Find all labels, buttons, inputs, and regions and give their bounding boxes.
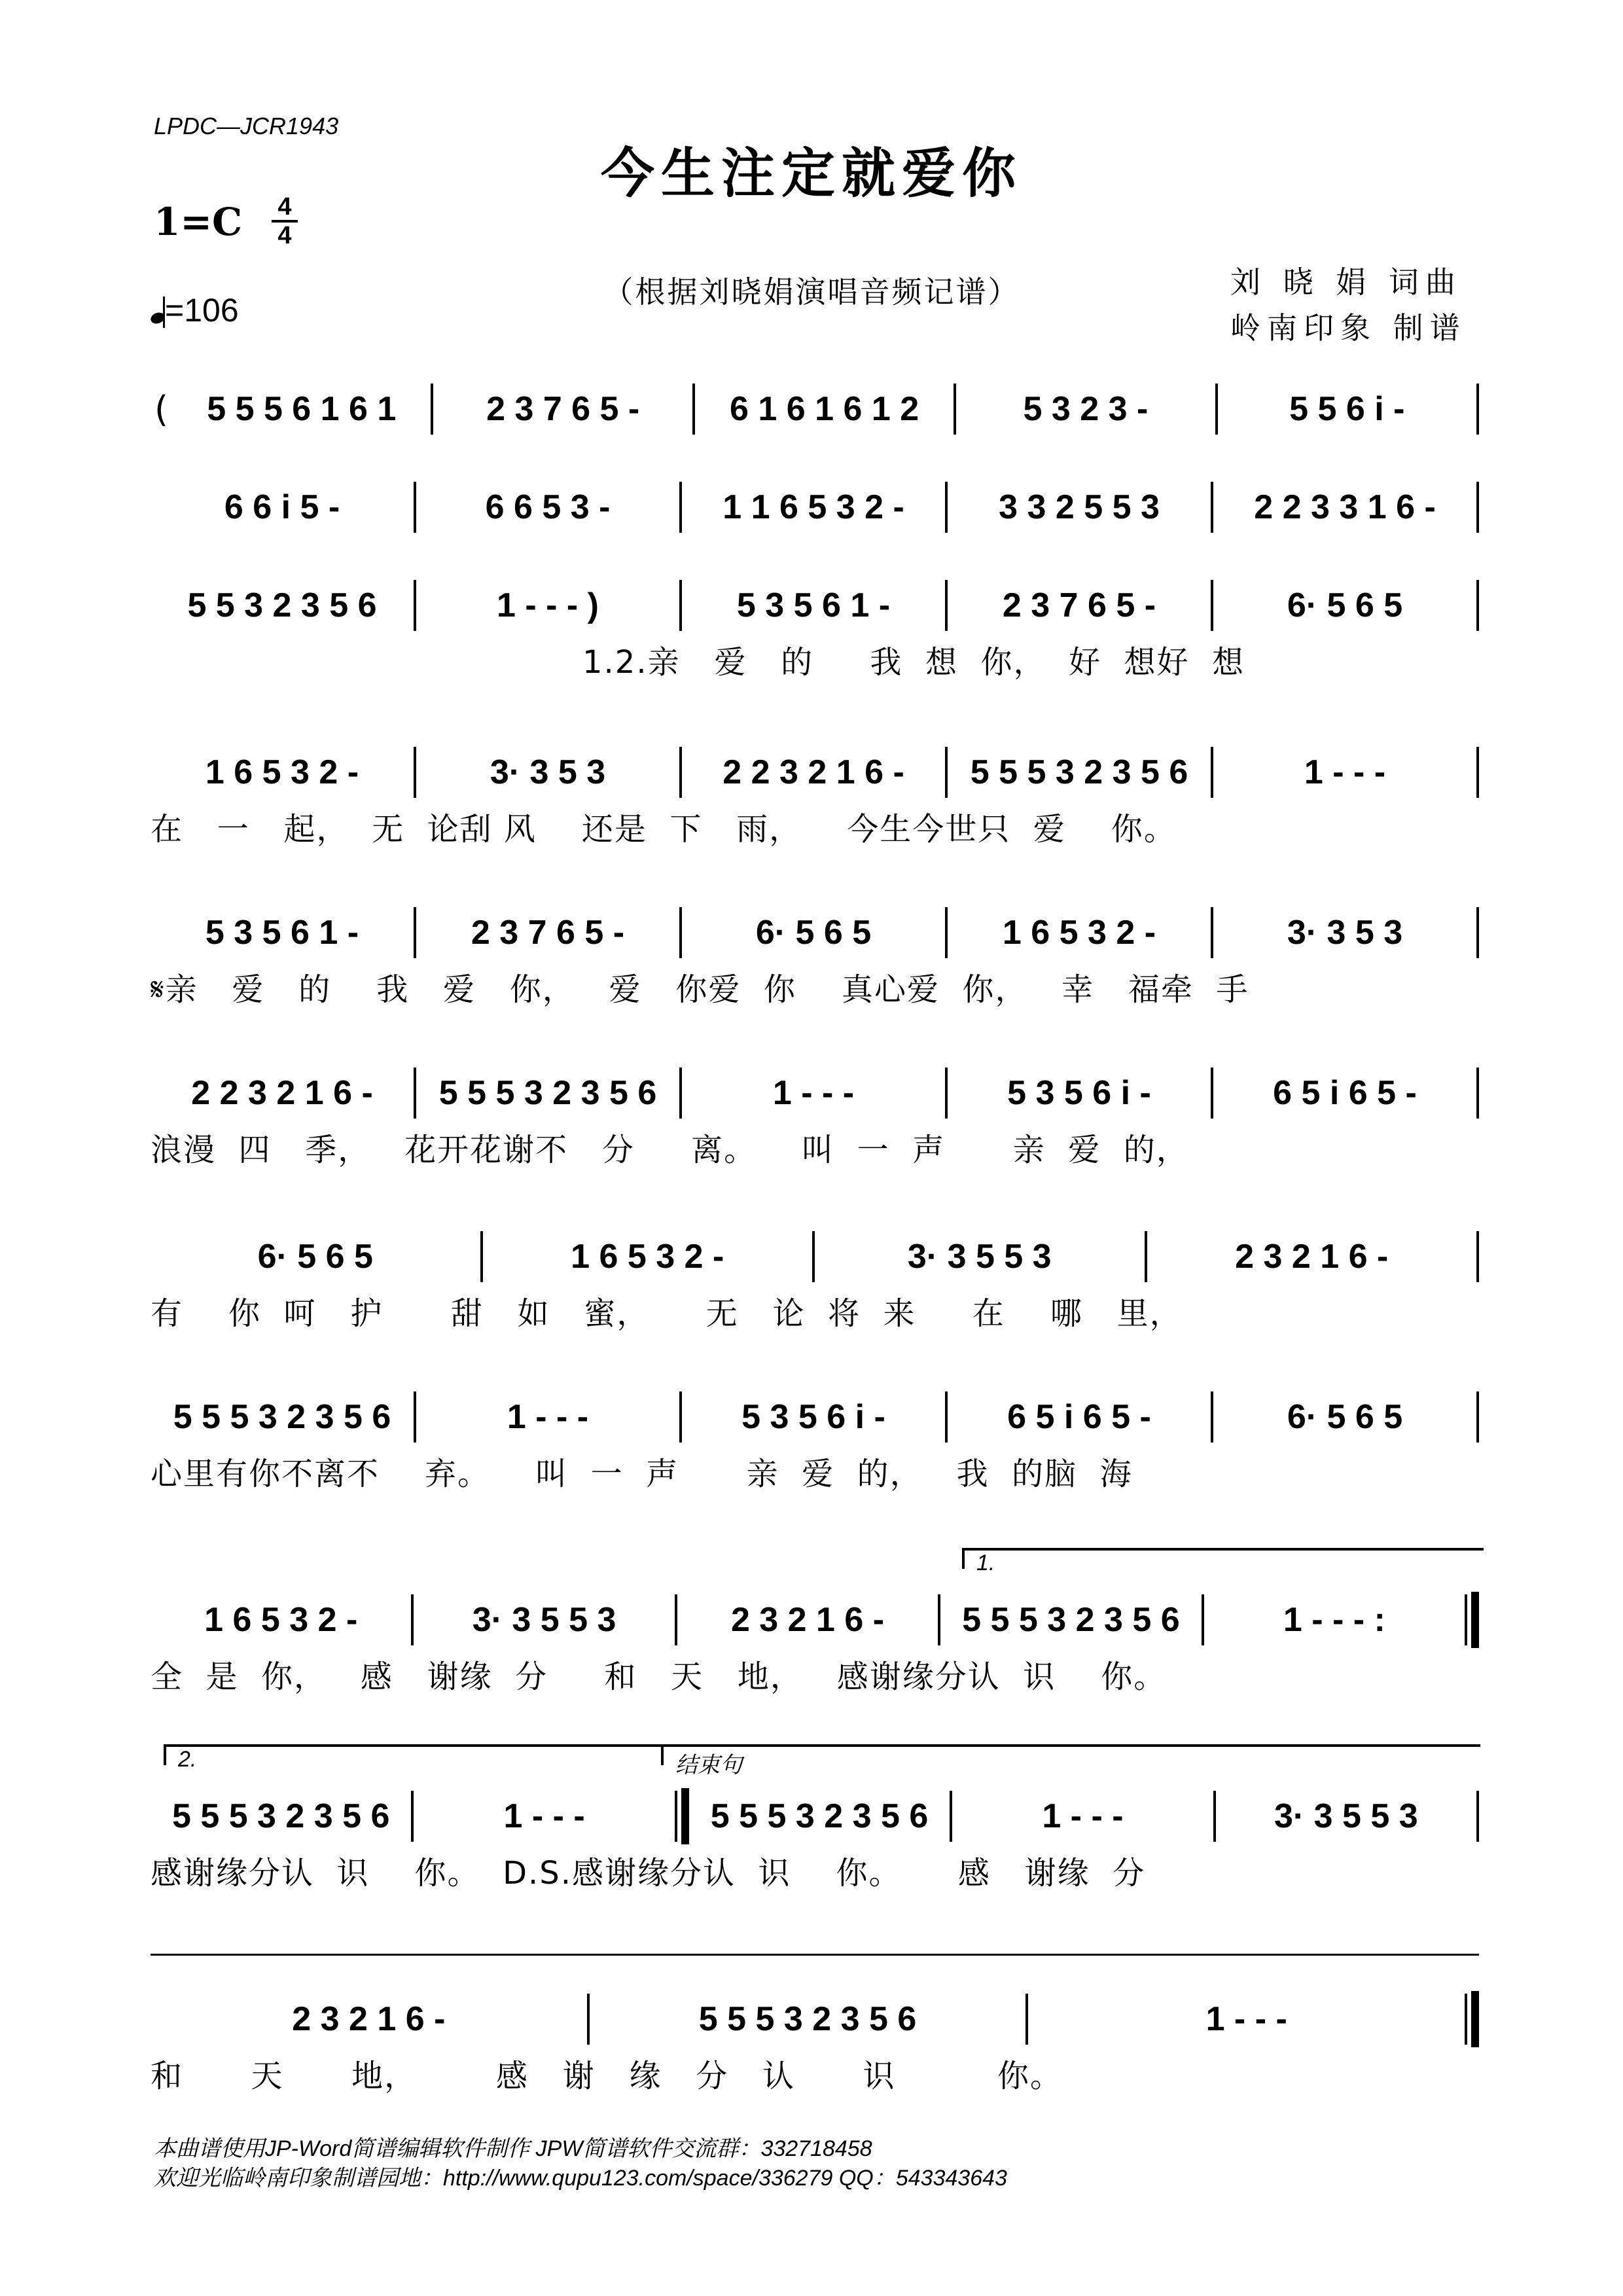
barline (1476, 1391, 1479, 1443)
measure: 6 1 6 1 6 1 2 (729, 390, 919, 428)
lyrics-text: 𝄋亲 爱 的 我 爱 你， 爱 你爱 你 真心爱 你， 幸 福牵 手 (151, 971, 1249, 1008)
score-code: LPDC—JCR1943 (154, 113, 339, 139)
lyrics-row (151, 443, 1479, 482)
tempo-value: =106 (165, 292, 239, 329)
key-signature: 1=C (154, 200, 243, 244)
measure: 5 5 5 3 2 3 5 6 (173, 1398, 391, 1436)
note-stem (163, 296, 165, 328)
notation-row (151, 1790, 1479, 1842)
measure: 5 5 5 3 2 3 5 6 (698, 2000, 917, 2038)
notation-row (151, 1993, 1479, 2045)
measure: 5 3 5 6 i - (1007, 1074, 1151, 1112)
measure: 2 3 7 6 5 - (471, 914, 625, 952)
notation-row (151, 1594, 1479, 1646)
repeat-open-paren: ( (154, 388, 169, 430)
barline (1476, 580, 1479, 631)
measure: 1 6 5 3 2 - (1002, 914, 1156, 952)
lyrics-text: 全 是 你， 感 谢缘 分 和 天 地， 感谢缘分认 识 你。 (151, 1658, 1167, 1695)
measure: 1 - - - (507, 1398, 589, 1436)
measure: 1 - - - : (1283, 1601, 1385, 1639)
double-barline (1465, 1994, 1467, 2045)
lyrics-row (151, 967, 1479, 1006)
arranger-credit: 岭南印象 制谱 (1230, 310, 1467, 346)
barline (1476, 907, 1479, 958)
lyrics-text: 有 你 呵 护 甜 如 蜜， 无 论 将 来 在 哪 里， (151, 1295, 1183, 1332)
measure: 6 6 i 5 - (224, 488, 340, 526)
volta-bracket: 1. (962, 1548, 1484, 1569)
measure: 5 3 5 6 1 - (736, 586, 891, 624)
notation-row (151, 746, 1479, 798)
measure: 5 3 5 6 1 - (205, 914, 359, 952)
system-rule (151, 1954, 1479, 1956)
measure: 5 3 2 3 - (1023, 390, 1149, 428)
time-signature (272, 194, 298, 249)
measure: 5 5 5 3 2 3 5 6 (970, 753, 1188, 791)
measure: 2 3 7 6 5 - (1002, 586, 1156, 624)
measure: 2 3 7 6 5 - (486, 390, 640, 428)
lyrics-row (151, 1850, 1479, 1890)
composer-credit: 刘 晓 娟 词曲 (1230, 264, 1462, 300)
measure: 1 6 5 3 2 - (204, 1601, 358, 1639)
lyrics-row (151, 806, 1479, 846)
measure: 5 5 6 i - (1289, 390, 1405, 428)
measure: 1 - - - ) (497, 586, 599, 624)
measure: 3· 3 5 5 3 (907, 1238, 1052, 1276)
footer-line-1: 本曲谱使用JP-Word简谱编辑软件制作 JPW简谱软件交流群：332718458 (154, 2136, 872, 2161)
lyrics-row (151, 1291, 1479, 1330)
notation-row (151, 383, 1479, 435)
barline (1476, 1067, 1479, 1119)
barline (1476, 1791, 1479, 1842)
double-barline (1465, 1594, 1467, 1645)
barline (1476, 482, 1479, 533)
score-system (151, 579, 1479, 679)
footer-line-2: 欢迎光临岭南印象制谱园地：http://www.qupu123.com/space/336279 QQ：543343643 (154, 2166, 1007, 2191)
notation-row (151, 1391, 1479, 1443)
score-system (151, 746, 1479, 846)
barline (1476, 1231, 1479, 1282)
notation-row (151, 1067, 1479, 1119)
measure: 3· 3 5 3 (490, 753, 606, 791)
measure: 6 5 i 6 5 - (1007, 1398, 1151, 1436)
measure: 5 5 5 3 2 3 5 6 (962, 1601, 1180, 1639)
barline (1476, 747, 1479, 798)
measure: 6 6 5 3 - (485, 488, 611, 526)
tempo-mark (151, 291, 239, 329)
measure: 1 - - - (503, 1797, 585, 1835)
score-system (151, 1747, 1479, 1892)
lyrics-text: 1.2.亲 爱 的 我 想 你， 好 想好 想 (582, 643, 1245, 681)
lyrics-text: 在 一 起， 无 论刮 风 还是 下 雨， 今生今世只 爱 你。 (151, 810, 1177, 848)
time-numerator: 4 (272, 194, 298, 223)
measure: 5 5 3 2 3 5 6 (187, 586, 377, 624)
lyrics-text: 感谢缘分认 识 你。 D.S.感谢缘分认 识 你。 感 谢缘 分 (151, 1854, 1146, 1892)
measure: 2 3 2 1 6 - (1235, 1238, 1389, 1276)
measure: 1 - - - (1205, 2000, 1287, 2038)
measure: 5 3 5 6 i - (741, 1398, 885, 1436)
notation-row (151, 481, 1479, 533)
lyrics-text: 浪漫 四 季， 花开花谢不 分 离。 叫 一 声 亲 爱 的， (151, 1131, 1189, 1168)
measure: 1 1 6 5 3 2 - (722, 488, 904, 526)
measure: 1 6 5 3 2 - (571, 1238, 724, 1276)
measure: 2 2 3 2 1 6 - (722, 753, 904, 791)
score-system (151, 383, 1479, 482)
measure: 3· 3 5 5 3 (472, 1601, 616, 1639)
measure: 2 2 3 3 1 6 - (1254, 488, 1436, 526)
coda-label: 结束句 (661, 1744, 1480, 1765)
measure: 5 5 5 6 1 6 1 (207, 390, 397, 428)
measure: 5 5 5 3 2 3 5 6 (710, 1797, 929, 1835)
measure: 3· 3 5 3 (1287, 914, 1403, 952)
measure: 6 5 i 6 5 - (1273, 1074, 1417, 1112)
measure: 2 3 2 1 6 - (292, 2000, 446, 2038)
measure: 5 5 5 3 2 3 5 6 (171, 1797, 390, 1835)
notation-row (151, 906, 1479, 959)
score-system (151, 1993, 1479, 2092)
measure: 6· 5 6 5 (1287, 586, 1403, 624)
lyrics-row (151, 1451, 1479, 1490)
notation-row (151, 579, 1479, 632)
lyrics-text: 心里有你不离不 弃。 叫 一 声 亲 爱 的， 我 的脑 海 (151, 1455, 1133, 1492)
measure: 1 6 5 3 2 - (205, 753, 359, 791)
score-system (151, 1067, 1479, 1166)
song-title: 今生注定就爱你 (600, 142, 1022, 205)
lyrics-row (151, 639, 1479, 679)
score-system (151, 906, 1479, 1006)
lyrics-row (151, 2053, 1479, 2092)
score-system (151, 1230, 1479, 1330)
measure: 6· 5 6 5 (1287, 1398, 1403, 1436)
score-system (151, 1551, 1479, 1695)
measure: 2 2 3 2 1 6 - (191, 1074, 373, 1112)
measure: 3· 3 5 5 3 (1274, 1797, 1418, 1835)
measure: 5 5 5 3 2 3 5 6 (438, 1074, 657, 1112)
measure: 1 - - - (1304, 753, 1386, 791)
score-system (151, 1391, 1479, 1490)
double-barline (675, 1791, 677, 1842)
measure: 1 - - - (772, 1074, 855, 1112)
lyrics-row (151, 1127, 1479, 1166)
time-denominator: 4 (277, 222, 292, 249)
measure: 6· 5 6 5 (257, 1238, 373, 1276)
notation-row (151, 1230, 1479, 1283)
measure: 2 3 2 1 6 - (730, 1601, 885, 1639)
lyrics-text: 和 天 地， 感 谢 缘 分 认 识 你。 (151, 2057, 1063, 2094)
measure: 6· 5 6 5 (755, 914, 872, 952)
score-system (151, 481, 1479, 581)
barline (1476, 384, 1479, 435)
volta-bracket: 2. (164, 1744, 662, 1765)
subtitle: （根据刘晓娟演唱音频记谱） (603, 274, 1020, 310)
lyrics-row (151, 541, 1479, 581)
lyrics-row (151, 1654, 1479, 1693)
measure: 1 - - - (1042, 1797, 1124, 1835)
measure: 3 3 2 5 5 3 (999, 488, 1160, 526)
